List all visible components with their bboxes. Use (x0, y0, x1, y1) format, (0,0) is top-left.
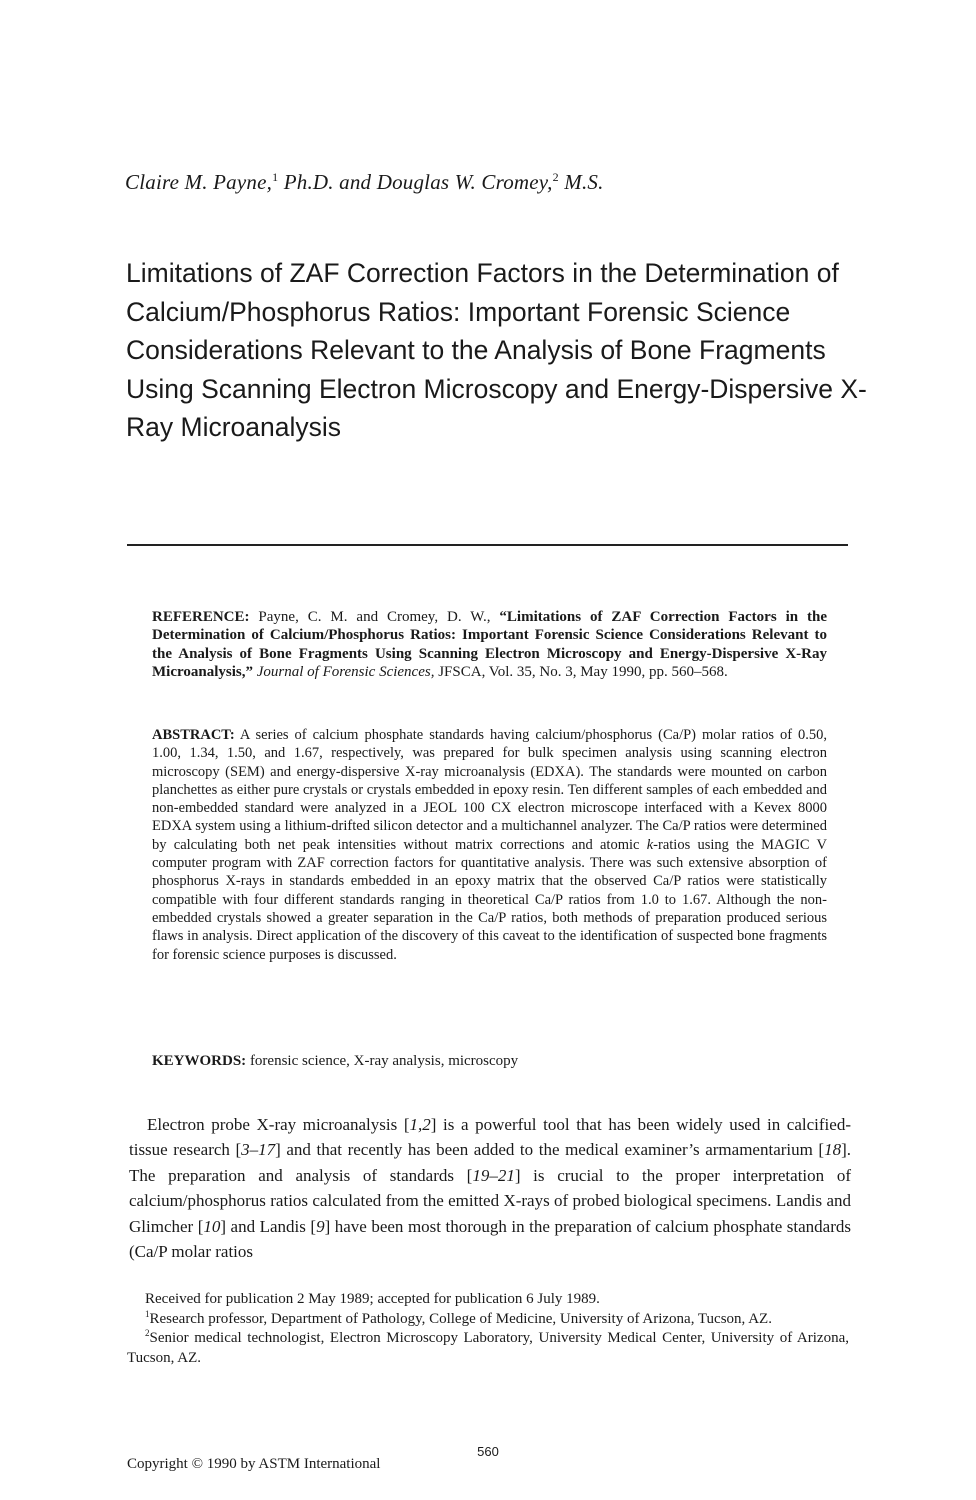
citation: 19–21 (472, 1165, 515, 1185)
footnote-1-text: Research professor, Department of Pathology, College of Medicine, University of Arizona, Tucson, AZ. (149, 1310, 772, 1327)
citation: 18 (824, 1140, 842, 1160)
body-text: ] and that recently has been added to the medical examiner’s armamentarium [ (275, 1140, 825, 1160)
footnote-1 (127, 1310, 849, 1330)
reference-authors: Payne, C. M. and Cromey, D. W., (249, 609, 500, 625)
keywords-block (152, 1052, 827, 1070)
reference-title: “Limitations of ZAF Correction Factors in the Determination of Calcium/Phosphorus Ratios: Important Forensic Science Considerations Relevant to the Analysis of Bone Fragments Using Scanning Electron Microscopy and Energy-Dispersive X-Ray Microanalysis,” (152, 609, 827, 681)
abstract-block (152, 726, 827, 964)
footnote-2-text: Senior medical technologist, Electron Microscopy Laboratory, University Medical Center, University of Arizona, Tucson, AZ. (127, 1330, 849, 1366)
abstract-text-1: A series of calcium phosphate standards having calcium/phosphorus (Ca/P) molar ratios of 0.50, 1.00, 1.34, 1.50, and 1.67, respectively, was prepared for bulk specimen analysis using scanning electron microscopy (SEM) and energy-dispersive X-ray microanalysis (EDXA). The standards were mounted on carbon planchettes as either pure crystals or crystals embedded in epoxy resin. Ten different samples of each embedded and non-embedded standard were analyzed in a JEOL 100 CX electron microscope interfaced with a Kevex 8000 EDXA system using a lithium-drifted silicon detector and a multichannel analyzer. The Ca/P ratios were determined by calculating both net peak intensities without matrix corrections and atomic (152, 727, 827, 853)
reference-journal: Journal of Forensic Sciences, (252, 664, 435, 681)
footnote-2-mark: 2 (145, 1328, 150, 1339)
body-text: ] is a powerful tool that has been widely used in calcified-tissue research [ (129, 1115, 851, 1160)
keywords-text: forensic science, X-ray analysis, microscopy (246, 1053, 519, 1069)
author-1-footnote-mark: 1 (272, 170, 279, 184)
abstract-label: ABSTRACT: (152, 727, 235, 743)
author-line (125, 170, 885, 195)
reference-label: REFERENCE: (152, 609, 250, 625)
reference-block (152, 608, 827, 682)
citation: 1,2 (409, 1115, 431, 1134)
footnote-1-mark: 1 (145, 1308, 150, 1319)
author-1-degree: Ph.D. and (278, 170, 377, 194)
footnotes (127, 1290, 849, 1368)
article-title: Limitations of ZAF Correction Factors in the Determination of Calcium/Phosphorus Ratios: Important Forensic Science Considerations Relevant to the Analysis of Bone Fragments Using Scanning Electron Microscopy and Energy-Dispersive X-Ray Microanalysis (126, 258, 867, 442)
body-text: ] and Landis [ (220, 1216, 317, 1236)
body-text: ] have been most thorough in the preparation of calcium phosphate standards (Ca/P molar ratios (129, 1216, 852, 1262)
footnote-2 (127, 1329, 849, 1368)
body-text: Electron probe X-ray microanalysis [ (147, 1115, 410, 1134)
body-text: ] is crucial to the proper interpretation of calcium/phosphorus ratios calculated from the emitted X-rays of probed biological specimens. Landis and Glimcher [ (129, 1165, 851, 1236)
received-note: Received for publication 2 May 1989; accepted for publication 6 July 1989. (145, 1291, 600, 1307)
abstract-k-italic: k (646, 836, 654, 853)
page-number: 560 (477, 1444, 499, 1459)
copyright-notice: Copyright © 1990 by ASTM International (127, 1456, 381, 1472)
reference-citation: JFSCA, Vol. 35, No. 3, May 1990, pp. 560–568. (434, 664, 728, 681)
citation: 10 (203, 1216, 221, 1236)
author-2-degree: M.S. (558, 170, 604, 194)
title-divider (127, 544, 848, 546)
author-1-name: Claire M. Payne, (125, 170, 273, 194)
body-paragraph (129, 1112, 851, 1264)
abstract-text-2: -ratios using the MAGIC V computer program with ZAF correction factors for quantitative analysis. There was such extensive absorption of phosphorus X-rays in standards embedded in an epoxy matrix that the observed Ca/P ratios were statistically compatible with four different standards ranging in theoretical Ca/P ratios from 1.0 to 1.67. Although the non-embedded crystals showed a greater separation in the Ca/P ratios, both methods of preparation produced serious flaws in analysis. Direct application of the discovery of this caveat to the identification of suspected bone fragments for forensic science purposes is discussed. (152, 836, 827, 963)
author-2-name: Douglas W. Cromey, (376, 170, 553, 194)
author-2-footnote-mark: 2 (552, 170, 559, 184)
citation: 9 (316, 1216, 325, 1236)
citation: 3–17 (241, 1140, 276, 1160)
body-text: ]. The preparation and analysis of standards [ (129, 1140, 851, 1185)
keywords-label: KEYWORDS: (152, 1053, 247, 1069)
